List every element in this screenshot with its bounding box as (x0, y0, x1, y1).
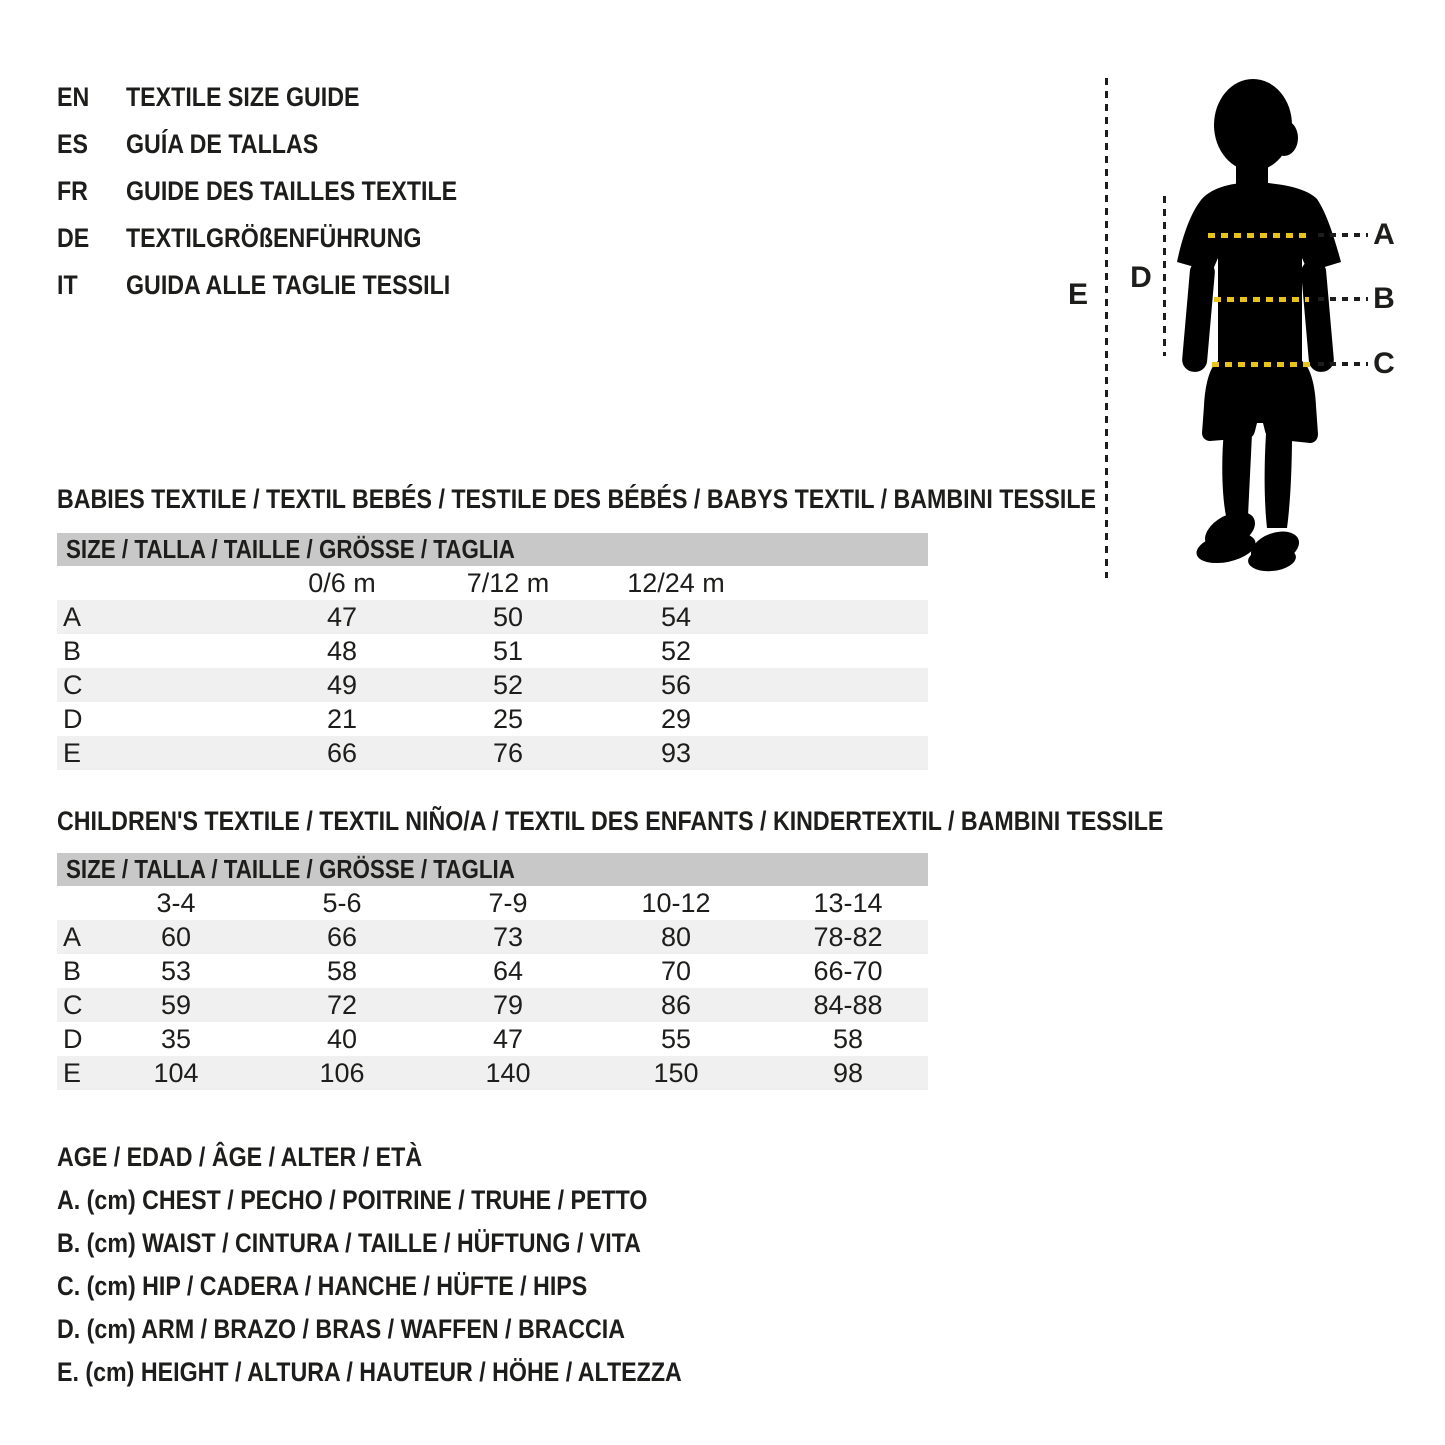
cell: 76 (492, 738, 524, 768)
cell: 29 (660, 704, 692, 734)
table-row (57, 668, 928, 702)
cell: 52 (660, 636, 692, 666)
figure-label-b: B (1373, 282, 1395, 315)
column-header: 13-14 (813, 888, 883, 918)
language-row (57, 215, 511, 262)
cell: 51 (492, 636, 524, 666)
table-row (57, 988, 928, 1022)
column-header: 12/24 m (627, 568, 725, 598)
chest-line-a-dotted (1318, 233, 1368, 237)
figure-label-e: E (1067, 278, 1088, 311)
cell: 106 (319, 1058, 365, 1088)
language-title: GUIDA ALLE TAGLIE TESSILI (126, 270, 451, 300)
cell: 58 (326, 956, 358, 986)
language-code: IT (57, 270, 78, 300)
arm-measure-line-d (1163, 196, 1166, 356)
row-label: A (63, 922, 82, 952)
cell: 60 (160, 922, 192, 952)
row-label: D (63, 704, 83, 734)
size-header-bar: SIZE / TALLA / TAILLE / GRÖSSE / TAGLIA (57, 533, 928, 566)
cell: 98 (832, 1058, 864, 1088)
cell: 21 (326, 704, 358, 734)
column-header: 7-9 (488, 888, 528, 918)
legend-line-waist: B. (cm) WAIST / CINTURA / TAILLE / HÜFTUNG / VITA (57, 1228, 641, 1258)
cell: 79 (492, 990, 524, 1020)
row-label: C (63, 670, 83, 700)
legend-line-chest: A. (cm) CHEST / PECHO / POITRINE / TRUHE / PETTO (57, 1185, 648, 1215)
cell: 73 (492, 922, 524, 952)
language-title: TEXTILGRÖßENFÜHRUNG (126, 223, 422, 253)
cell: 66 (326, 738, 358, 768)
row-label: B (63, 636, 82, 666)
language-row (57, 74, 511, 121)
cell: 140 (485, 1058, 531, 1088)
children-size-table (57, 853, 928, 1090)
row-label: A (63, 602, 82, 632)
row-label: E (63, 1058, 82, 1088)
cell: 59 (160, 990, 192, 1020)
figure-label-a: A (1373, 218, 1395, 251)
hip-line-c-yellow (1212, 362, 1312, 367)
language-row (57, 262, 511, 309)
cell: 86 (660, 990, 692, 1020)
language-title-block (57, 74, 511, 309)
cell: 80 (660, 922, 692, 952)
table-row (57, 634, 928, 668)
column-header: 3-4 (156, 888, 196, 918)
column-header: 5-6 (322, 888, 362, 918)
figure-label-d: D (1130, 261, 1152, 294)
size-header-bar: SIZE / TALLA / TAILLE / GRÖSSE / TAGLIA (57, 853, 928, 886)
language-title: TEXTILE SIZE GUIDE (126, 82, 360, 112)
language-code: FR (57, 176, 88, 206)
cell: 78-82 (813, 922, 883, 952)
table-row (57, 600, 928, 634)
figure-label-c: C (1373, 347, 1395, 380)
column-header: 7/12 m (466, 568, 550, 598)
cell: 48 (326, 636, 358, 666)
cell: 58 (832, 1024, 864, 1054)
column-header: 10-12 (641, 888, 711, 918)
cell: 47 (492, 1024, 524, 1054)
cell: 64 (492, 956, 524, 986)
chest-line-a-yellow (1208, 233, 1308, 238)
language-row (57, 168, 511, 215)
babies-section-title: BABIES TEXTILE / TEXTIL BEBÉS / TESTILE DES BÉBÉS / BABYS TEXTIL / BAMBINI TESSILE (57, 484, 1097, 514)
legend-line-height: E. (cm) HEIGHT / ALTURA / HAUTEUR / HÖHE / ALTEZZA (57, 1357, 682, 1387)
row-label: E (63, 738, 82, 768)
table-row (57, 702, 928, 736)
cell: 53 (160, 956, 192, 986)
row-label: B (63, 956, 82, 986)
cell: 66-70 (813, 956, 883, 986)
babies-size-table (57, 533, 928, 770)
measurement-legend (57, 1136, 783, 1394)
table-row (57, 736, 928, 770)
babies-column-header-row (57, 566, 928, 600)
children-column-header-row (57, 886, 928, 920)
children-section-title: CHILDREN'S TEXTILE / TEXTIL NIÑO/A / TEXTIL DES ENFANTS / KINDERTEXTIL / BAMBINI TESSILE (57, 806, 1164, 836)
language-code: EN (57, 82, 90, 112)
cell: 35 (160, 1024, 192, 1054)
legend-line-arm: D. (cm) ARM / BRAZO / BRAS / WAFFEN / BRACCIA (57, 1314, 626, 1344)
cell: 66 (326, 922, 358, 952)
hip-line-c-dotted (1318, 362, 1368, 366)
cell: 84-88 (813, 990, 883, 1020)
cell: 150 (653, 1058, 699, 1088)
cell: 52 (492, 670, 524, 700)
cell: 54 (660, 602, 692, 632)
column-header: 0/6 m (308, 568, 376, 598)
waist-line-b-dotted (1318, 297, 1368, 301)
table-row (57, 920, 928, 954)
cell: 56 (660, 670, 692, 700)
cell: 25 (492, 704, 524, 734)
legend-line-hip: C. (cm) HIP / CADERA / HANCHE / HÜFTE / HIPS (57, 1271, 588, 1301)
language-row (57, 121, 511, 168)
row-label: C (63, 990, 83, 1020)
cell: 50 (492, 602, 524, 632)
cell: 55 (660, 1024, 692, 1054)
row-label: D (63, 1024, 83, 1054)
cell: 93 (660, 738, 692, 768)
cell: 49 (326, 670, 358, 700)
language-title: GUÍA DE TALLAS (126, 129, 319, 159)
table-row (57, 954, 928, 988)
cell: 40 (326, 1024, 358, 1054)
language-code: DE (57, 223, 90, 253)
waist-line-b-yellow (1214, 297, 1309, 302)
cell: 70 (660, 956, 692, 986)
legend-line-age: AGE / EDAD / ÂGE / ALTER / ETÀ (57, 1142, 423, 1172)
cell: 72 (326, 990, 358, 1020)
cell: 104 (153, 1058, 199, 1088)
cell: 47 (326, 602, 358, 632)
table-row (57, 1056, 928, 1090)
language-code: ES (57, 129, 88, 159)
table-row (57, 1022, 928, 1056)
language-title: GUIDE DES TAILLES TEXTILE (126, 176, 458, 206)
